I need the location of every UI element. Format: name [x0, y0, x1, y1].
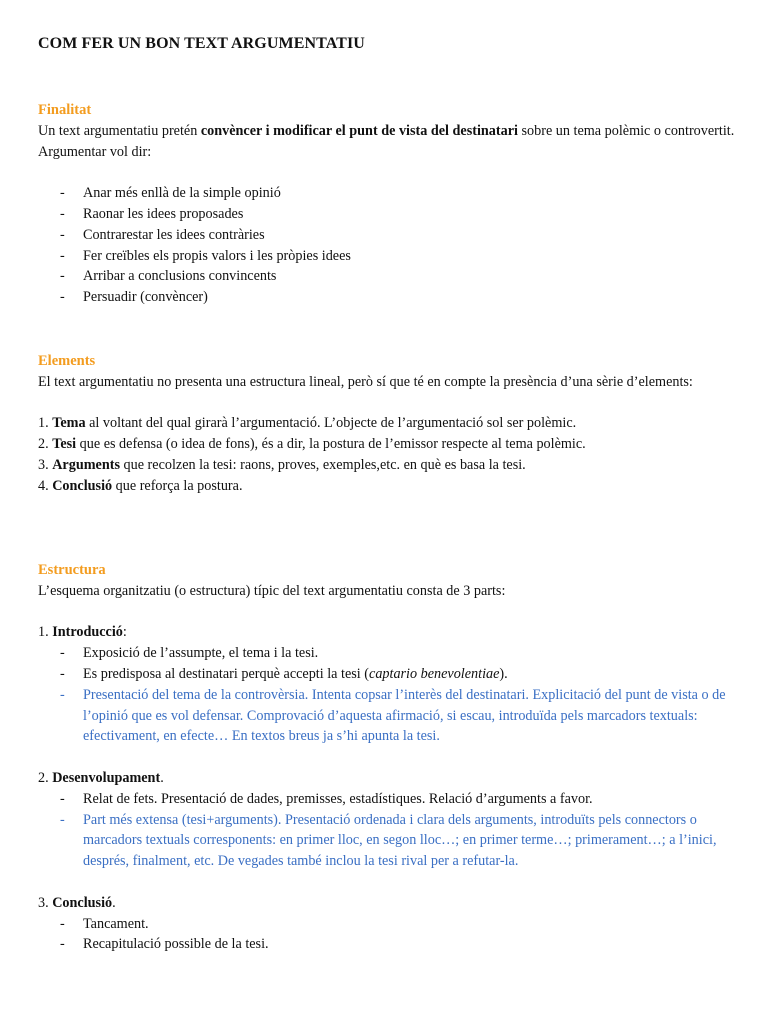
item-text: al voltant del qual girarà l’argumentació. L’objecte de l’argumentació sol ser polèmic. [85, 415, 577, 432]
desenvolupament-list [38, 789, 738, 872]
conclusio-list [38, 914, 738, 956]
list-item-blue: - Presentació del tema de la controvèrsia. Intenta copsar l’interès del destinatari. Explicitació del punt de vista o de l’opinió que es vol defensar. Comprovació d’aquesta afirmació, si escau, introduïda pels marcadors textuals: efectivament, en efecte… En textos breus ja s’hi apunta la tesi. [38, 685, 738, 747]
heading-elements: Elements [38, 353, 96, 369]
item-number: 1. [38, 415, 53, 432]
item-italic: captario benevolentiae [369, 665, 500, 682]
part-title: Introducció [52, 624, 123, 641]
item-term: Arguments [52, 456, 120, 473]
part-suffix: . [160, 769, 164, 786]
item-term: Conclusió [52, 477, 113, 494]
part-suffix: : [122, 624, 127, 641]
finalitat-intro-text: Un text argumentatiu pretén [38, 122, 201, 139]
item-number: 2. [38, 436, 53, 453]
elements-item-arguments [38, 455, 738, 476]
section-elements [38, 351, 738, 497]
list-item: - Recapitulació possible de la tesi. [38, 934, 738, 955]
finalitat-intro [38, 121, 738, 163]
list-item: - Persuadir (convèncer) [38, 287, 738, 308]
part-title: Desenvolupament [52, 769, 161, 786]
item-number: 1. [38, 624, 53, 641]
heading-estructura: Estructura [38, 562, 106, 578]
list-item: - Raonar les idees proposades [38, 204, 738, 225]
part-introduccio [38, 622, 738, 643]
item-number: 4. [38, 477, 53, 494]
list-item: - Relat de fets. Presentació de dades, premisses, estadístiques. Relació d’arguments a favor. [38, 789, 738, 810]
part-conclusio [38, 893, 738, 914]
item-text-end: ). [499, 665, 508, 682]
list-item: - Contrarestar les idees contràries [38, 225, 738, 246]
item-text: que es defensa (o idea de fons), és a dir, la postura de l’emissor respecte al tema polèmic. [76, 436, 586, 453]
page-title: COM FER UN BON TEXT ARGUMENTATIU [38, 35, 365, 52]
section-estructura [38, 560, 738, 955]
item-text: Es predisposa al destinatari perquè accepti la tesi ( [83, 665, 370, 682]
part-desenvolupament [38, 768, 738, 789]
item-text: que reforça la postura. [112, 477, 243, 494]
item-number: 3. [38, 456, 53, 473]
estructura-intro: L’esquema organitzatiu (o estructura) típic del text argumentatiu consta de 3 parts: [38, 582, 506, 599]
list-item-blue: - Part més extensa (tesi+arguments). Presentació ordenada i clara dels arguments, introduïts pels connectors o marcadors textuals corresponents: en primer lloc, en segon lloc…; en primer terme…; primerament…; a l’inici, després, finalment, etc. De vegades també inclou la tesi rival per a refutar-la. [38, 810, 738, 872]
finalitat-intro-text-end: sobre un tema polèmic o controvertit. Argumentar vol dir: [38, 122, 735, 160]
list-item: - Arribar a conclusions convincents [38, 266, 738, 287]
item-term: Tesi [52, 436, 77, 453]
elements-intro: El text argumentatiu no presenta una estructura lineal, però sí que té en compte la presència d’una sèrie d’elements: [38, 373, 693, 390]
list-item: - Anar més enllà de la simple opinió [38, 183, 738, 204]
item-term: Tema [52, 415, 86, 432]
list-item: - Exposició de l’assumpte, el tema i la tesi. [38, 643, 738, 664]
finalitat-list [38, 183, 738, 308]
item-number: 2. [38, 769, 53, 786]
item-text: que recolzen la tesi: raons, proves, exemples,etc. en què es basa la tesi. [119, 456, 526, 473]
finalitat-intro-bold: convèncer i modificar el punt de vista del destinatari [200, 122, 518, 139]
section-finalitat [38, 100, 738, 308]
heading-finalitat: Finalitat [38, 102, 92, 118]
part-title: Conclusió [52, 894, 113, 911]
elements-item-tema [38, 413, 738, 434]
elements-item-tesi [38, 434, 738, 455]
introduccio-list [38, 643, 738, 747]
part-suffix: . [112, 894, 116, 911]
list-item: - Tancament. [38, 914, 738, 935]
item-number: 3. [38, 894, 53, 911]
list-item [38, 664, 738, 685]
list-item: - Fer creïbles els propis valors i les pròpies idees [38, 246, 738, 267]
elements-item-conclusio [38, 476, 738, 497]
